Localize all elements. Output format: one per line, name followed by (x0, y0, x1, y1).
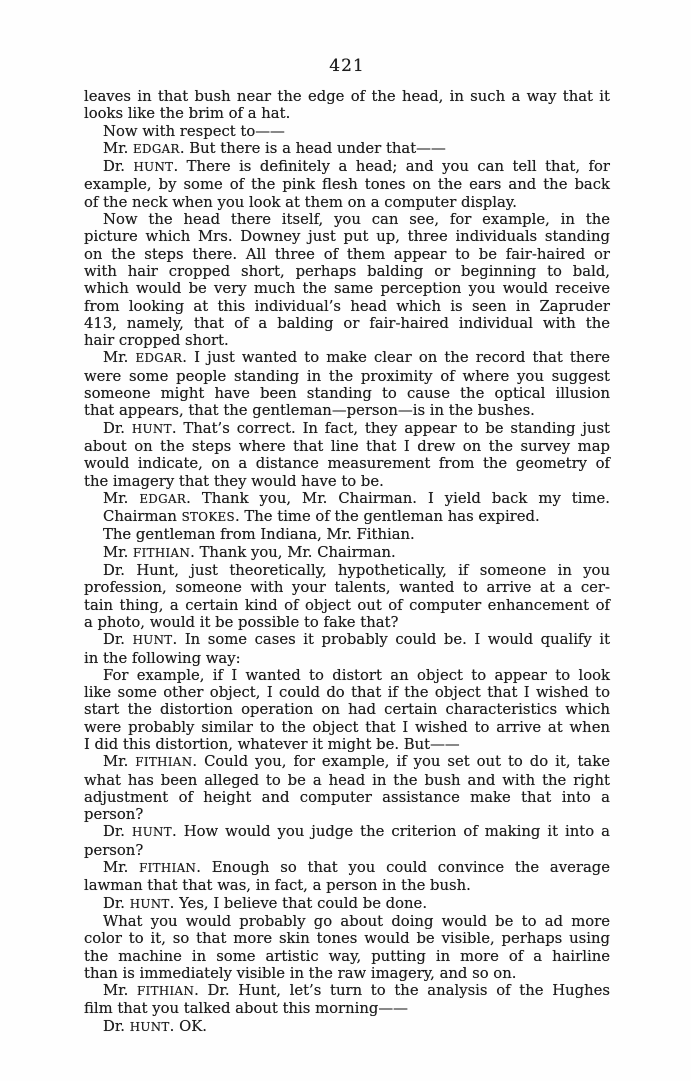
text-line (84, 385, 610, 402)
line-text: Dr. (103, 419, 132, 437)
line-text: Mr. (103, 982, 138, 1000)
text-line (84, 684, 610, 701)
text-line (84, 349, 610, 367)
text-line (84, 438, 610, 455)
text-line (84, 544, 610, 562)
line-text: start the distortion operation on had certain characteristics which (84, 701, 610, 719)
line-text: Chairman (103, 508, 182, 526)
line-text: What you would probably go about doing would be to ad more (103, 912, 610, 930)
text-line (84, 280, 610, 297)
text-line (84, 930, 610, 947)
line-text: Dr. (103, 1017, 130, 1035)
line-text: profession, someone with your talents, wanted to arrive at a cer- (84, 579, 610, 597)
text-line (84, 402, 610, 419)
speaker-name: EDGAR (133, 141, 180, 156)
text-line (84, 597, 610, 614)
line-text: someone might have been standing to cause the optical illusion (84, 385, 610, 403)
text-line (84, 508, 610, 526)
text-line (84, 982, 610, 1000)
speaker-name: HUNT (133, 160, 174, 175)
text-line (84, 368, 610, 385)
text-line (84, 332, 610, 349)
line-text: . But there is a head under that—— (179, 139, 446, 157)
line-text: . Thank you, Mr. Chairman. I yield back my time. (186, 489, 610, 507)
line-text: I did this distortion, whatever it might be. But—— (84, 735, 460, 753)
text-line (84, 806, 610, 823)
text-line (84, 614, 610, 631)
speaker-name: HUNT (129, 1019, 170, 1034)
text-line (84, 562, 610, 579)
speaker-name: FITHIAN (133, 545, 191, 560)
text-line (84, 719, 610, 736)
line-text: For example, if I wanted to distort an object to appear to look (103, 666, 610, 684)
line-text: of the neck when you look at them on a computer display. (84, 193, 517, 211)
text-line (84, 895, 610, 913)
line-text: . Dr. Hunt, let’s turn to the analysis of the Hughes (194, 982, 610, 1000)
line-text: . OK. (169, 1017, 207, 1035)
speaker-name: HUNT (132, 633, 173, 648)
line-text: the imagery that they would have to be. (84, 472, 384, 490)
line-text: Dr. (103, 631, 133, 649)
text-line (84, 228, 610, 245)
line-text: . The time of the gentleman has expired. (234, 508, 540, 526)
line-text: lawman that that was, in fact, a person in the bush. (84, 877, 471, 895)
line-text: with hair cropped short, perhaps balding or beginning to bald, (84, 262, 610, 280)
line-text: like some other object, I could do that if the object that I wished to (84, 684, 610, 702)
line-text: in the following way: (84, 649, 241, 667)
line-text: Mr. (103, 349, 136, 367)
text-line (84, 859, 610, 877)
line-text: Mr. (103, 139, 134, 157)
line-text: Dr. Hunt, just theoretically, hypothetically, if someone in you (103, 562, 610, 580)
text-line (84, 88, 610, 105)
line-text: Mr. (103, 489, 140, 507)
text-line (84, 631, 610, 649)
text-line (84, 298, 610, 315)
text-line (84, 736, 610, 753)
line-text: . I just wanted to make clear on the record that there (182, 349, 610, 367)
speaker-name: HUNT (131, 421, 172, 436)
line-text: . Yes, I believe that could be done. (169, 894, 428, 912)
line-text: Mr. (103, 753, 136, 771)
line-text: the machine in some artistic way, putting in more of a hairline (84, 947, 610, 965)
line-text: . There is definitely a head; and you can tell that, for (173, 158, 610, 176)
line-text: looks like the brim of a hat. (84, 105, 291, 123)
text-line (84, 211, 610, 228)
line-text: . Enough so that you could convince the average (196, 859, 610, 877)
text-line (84, 701, 610, 718)
line-text: . In some cases it probably could be. I would qualify it (172, 631, 611, 649)
text-line (84, 772, 610, 789)
line-text: film that you talked about this morning—— (84, 1000, 408, 1018)
speaker-name: HUNT (132, 825, 172, 840)
text-line (84, 753, 610, 771)
text-line (84, 194, 610, 211)
text-line (84, 158, 610, 176)
text-line (84, 455, 610, 472)
text-line (84, 823, 610, 841)
line-text: that appears, that the gentleman—person—is in the bushes. (84, 402, 535, 420)
text-line (84, 842, 610, 859)
line-text: person? (84, 806, 144, 824)
text-line (84, 420, 610, 438)
text-line (84, 877, 610, 894)
text-line (84, 123, 610, 140)
page-number: 421 (329, 56, 365, 76)
line-text: Dr. (103, 158, 134, 176)
text-line (84, 667, 610, 684)
line-text: on the steps there. All three of them appear to be fair-haired or (84, 245, 610, 263)
line-text: which would be very much the same perception you would receive (84, 280, 610, 298)
line-text: than is immediately visible in the raw imagery, and so on. (84, 964, 517, 982)
line-text: Dr. (103, 823, 133, 841)
speaker-name: EDGAR (139, 491, 187, 506)
line-text: person? (84, 841, 144, 859)
text-line (84, 246, 610, 263)
speaker-name: FITHIAN (139, 861, 197, 876)
line-text: what has been alleged to be a head in the bush and with the right (84, 771, 610, 789)
text-line (84, 526, 610, 543)
line-text: Mr. (103, 543, 134, 561)
line-text: about on the steps where that line that I drew on the survey map (84, 437, 610, 455)
line-text: Now with respect to—— (103, 122, 285, 140)
text-line (84, 965, 610, 982)
text-line (84, 948, 610, 965)
line-text: would indicate, on a distance measurement from the geometry of (84, 455, 610, 473)
speaker-name: EDGAR (135, 351, 183, 366)
text-line (84, 579, 610, 596)
text-line (84, 1018, 610, 1036)
transcript-lines (84, 88, 610, 1036)
line-text: 413, namely, that of a balding or fair-haired individual with the (84, 314, 610, 332)
line-text: Dr. (103, 894, 130, 912)
line-text: picture which Mrs. Downey just put up, three individuals standing (84, 228, 610, 246)
text-line (84, 315, 610, 332)
text-line (84, 263, 610, 280)
line-text: . Could you, for example, if you set out to do it, take (192, 753, 610, 771)
speaker-name: HUNT (129, 896, 170, 911)
line-text: were probably similar to the object that I wished to arrive at when (84, 718, 610, 736)
text-line (84, 176, 610, 193)
line-text: were some people standing in the proximity of where you suggest (84, 367, 610, 385)
text-line (84, 140, 610, 158)
speaker-name: FITHIAN (137, 984, 195, 999)
line-text: leaves in that bush near the edge of the head, in such a way that it (84, 88, 610, 105)
text-line (84, 789, 610, 806)
line-text: . How would you judge the criterion of making it into a (171, 823, 610, 841)
line-text: tain thing, a certain kind of object out of computer enhancement of (84, 596, 610, 614)
line-text: Mr. (103, 859, 140, 877)
line-text: adjustment of height and computer assistance make that into a (84, 788, 610, 806)
line-text: hair cropped short. (84, 332, 229, 350)
text-line (84, 650, 610, 667)
speaker-name: FITHIAN (135, 755, 193, 770)
line-text: . Thank you, Mr. Chairman. (190, 543, 396, 561)
line-text: from looking at this individual’s head which is seen in Zapruder (84, 297, 610, 315)
line-text: The gentleman from Indiana, Mr. Fithian. (103, 526, 415, 544)
speaker-name: STOKES (181, 510, 235, 525)
text-line (84, 913, 610, 930)
line-text: Now the head there itself, you can see, for example, in the (103, 211, 610, 229)
line-text: example, by some of the pink flesh tones on the ears and the back (84, 176, 610, 194)
text-line (84, 105, 610, 122)
text-line (84, 1000, 610, 1017)
text-line (84, 473, 610, 490)
line-text: color to it, so that more skin tones would be visible, perhaps using (84, 930, 610, 948)
line-text: . That’s correct. In fact, they appear to be standing just (171, 419, 611, 437)
text-line (84, 490, 610, 508)
line-text: a photo, would it be possible to fake that? (84, 613, 399, 631)
